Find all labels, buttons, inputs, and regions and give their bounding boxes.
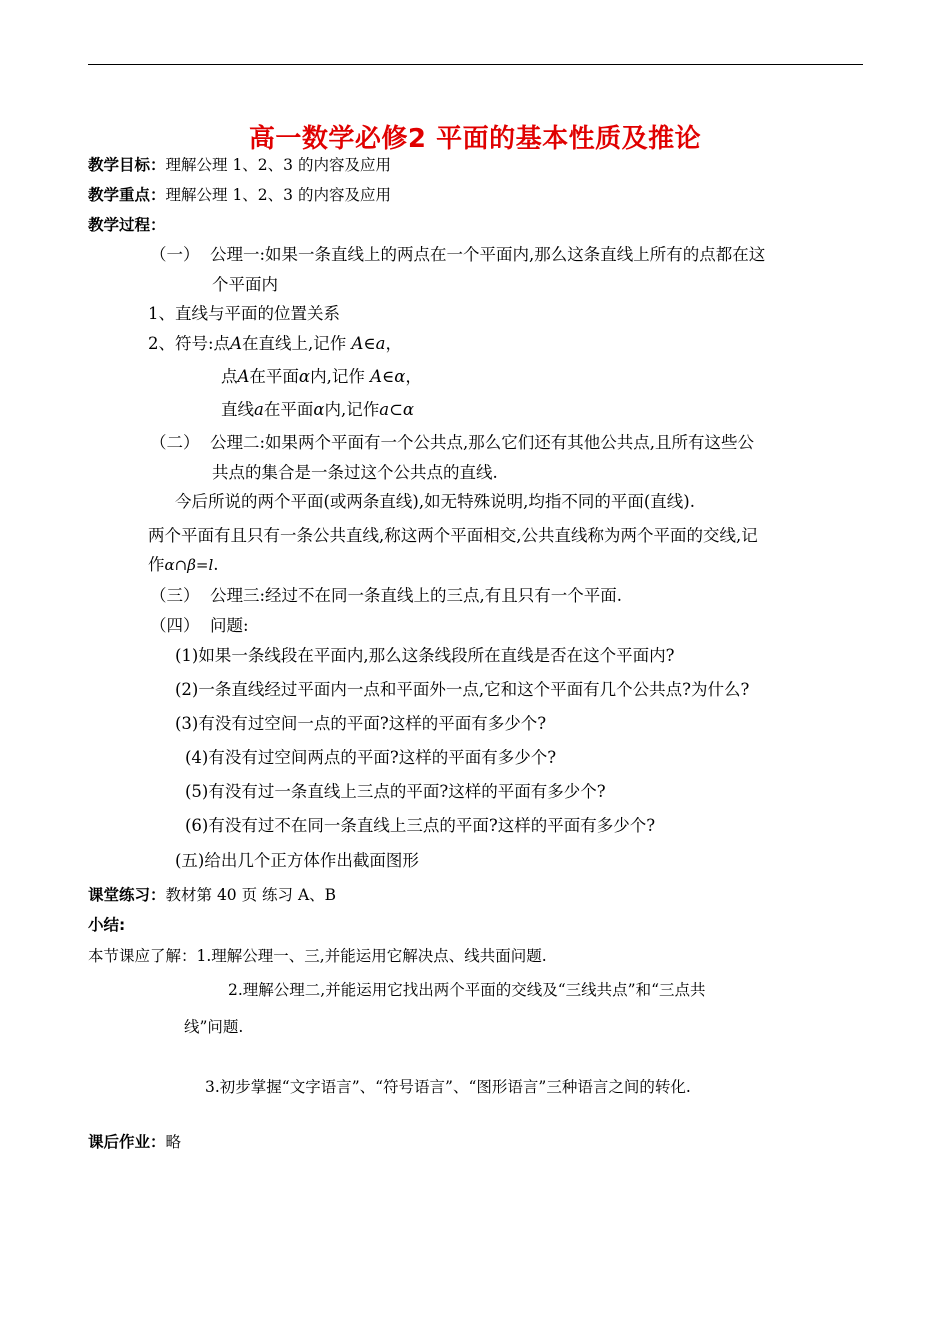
axiom2-line1 — [150, 435, 754, 452]
classroom-practice — [88, 888, 336, 904]
header-rule — [88, 64, 863, 65]
question-1: (1)如果一条线段在平面内,那么这条线段所在直线是否在这个平面内? — [175, 646, 675, 665]
plane-alpha-symbol: α — [313, 400, 325, 419]
summary-intro: 本节课应了解： — [88, 947, 197, 965]
teaching-focus-label: 教学重点： — [88, 186, 166, 204]
convention-note: 今后所说的两个平面(或两条直线),如无特殊说明,均指不同的平面(直线). — [175, 492, 695, 511]
axiom2-text-a: 公理二:如果两个平面有一个公共点,那么它们还有其他公共点,且所有这些公 — [210, 433, 755, 452]
summary-point2-b: 线”问题. — [184, 1018, 244, 1036]
practice-text: 教材第 40 页 练习 A、B — [165, 886, 337, 904]
intersection-formula: α∩β=l — [164, 556, 214, 574]
teaching-process-label: 教学过程： — [88, 216, 166, 234]
point-A-symbol: A — [230, 334, 242, 353]
intersection-text-a: 两个平面有且只有一条公共直线,称这两个平面相交,公共直线称为两个平面的交线,记 — [148, 526, 758, 545]
axiom1-number: （一） — [150, 245, 200, 264]
teaching-goal — [88, 158, 391, 174]
summary-line1 — [88, 949, 547, 965]
line-in-plane-formula: a⊂α — [379, 400, 415, 419]
homework-label: 课后作业： — [88, 1133, 166, 1151]
questions-header — [150, 618, 249, 635]
symbols-line2-pre: 点 — [221, 367, 238, 386]
point-in-plane-formula: A∈α — [370, 367, 406, 386]
point-A-symbol: A — [237, 367, 250, 386]
intersection-end: . — [213, 555, 219, 574]
questions-number: （四） — [150, 616, 200, 635]
homework-text: 略 — [165, 1133, 182, 1151]
teaching-goal-label: 教学目标： — [88, 156, 166, 174]
summary-point3: 3.初步掌握“文字语言”、“符号语言”、“图形语言”三种语言之间的转化. — [205, 1078, 691, 1096]
axiom3-line — [150, 588, 622, 605]
question-4: (4)有没有过空间两点的平面?这样的平面有多少个? — [185, 748, 557, 767]
summary-label: 小结: — [88, 916, 126, 934]
symbols-line3 — [221, 402, 414, 419]
symbols-line2-mid2: 内,记作 — [310, 367, 365, 386]
teaching-focus-text: 理解公理 1、2、3 的内容及应用 — [165, 186, 391, 204]
plane-alpha-symbol: α — [298, 367, 311, 386]
symbols-line3-mid2: 内,记作 — [324, 400, 380, 419]
axiom2-number: （二） — [150, 433, 200, 452]
symbols-line2-mid: 在平面 — [249, 367, 299, 386]
question-2: (2)一条直线经过平面内一点和平面外一点,它和这个平面有几个公共点?为什么? — [175, 680, 750, 699]
page-title: 高一数学必修2 平面的基本性质及推论 — [248, 124, 702, 154]
summary-point2-a: 2.理解公理二,并能运用它找出两个平面的交线及“三线共点”和“三点共 — [228, 981, 706, 999]
axiom3-text: 公理三:经过不在同一条直线上的三点,有且只有一个平面. — [210, 586, 623, 605]
question-6: (6)有没有过不在同一条直线上三点的平面?这样的平面有多少个? — [185, 816, 656, 835]
axiom1-text-b: 个平面内 — [212, 275, 278, 294]
item1-position-relation: 1、直线与平面的位置关系 — [148, 304, 340, 323]
symbols-line1-pre: 2、符号:点 — [148, 334, 231, 353]
axiom3-number: （三） — [150, 586, 200, 605]
intersection-text-b: 作 — [148, 555, 165, 574]
symbols-line3-pre: 直线 — [221, 400, 254, 419]
item5-cross-section: (五)给出几个正方体作出截面图形 — [175, 851, 419, 870]
questions-label: 问题: — [210, 616, 249, 635]
symbols-line2-end: ， — [405, 367, 422, 386]
intersection-line2 — [148, 557, 219, 574]
summary-point1: 1.理解公理一、三,并能运用它解决点、线共面问题. — [196, 947, 547, 965]
question-5: (5)有没有过一条直线上三点的平面?这样的平面有多少个? — [185, 782, 606, 801]
point-on-line-formula: A∈a — [351, 334, 386, 353]
homework — [88, 1135, 181, 1151]
axiom1-line1 — [150, 247, 765, 264]
symbols-line1 — [148, 336, 402, 353]
line-a-symbol: a — [254, 400, 264, 419]
symbols-line3-mid: 在平面 — [263, 400, 314, 419]
axiom2-text-b: 共点的集合是一条过这个公共点的直线. — [212, 463, 498, 482]
symbols-line2 — [221, 369, 422, 386]
symbols-line1-end: ， — [385, 334, 402, 353]
teaching-goal-text: 理解公理 1、2、3 的内容及应用 — [165, 156, 391, 174]
practice-label: 课堂练习： — [88, 886, 166, 904]
question-3: (3)有没有过空间一点的平面?这样的平面有多少个? — [175, 714, 547, 733]
axiom1-text-a: 公理一:如果一条直线上的两点在一个平面内,那么这条直线上所有的点都在这 — [210, 245, 766, 264]
symbols-line1-mid: 在直线上,记作 — [241, 334, 347, 353]
teaching-focus — [88, 188, 391, 204]
